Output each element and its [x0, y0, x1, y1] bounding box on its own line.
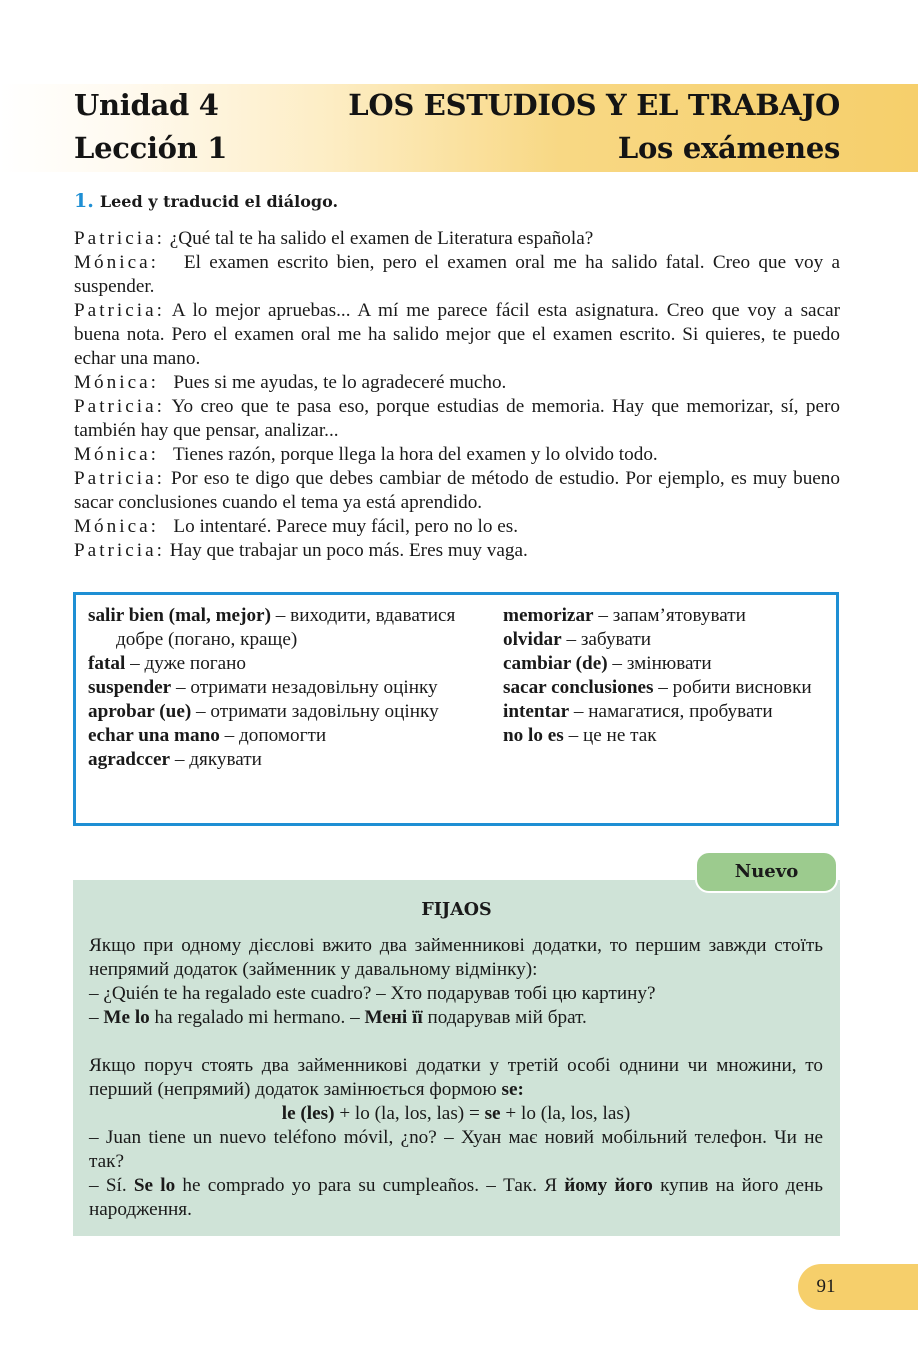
- grammar-note-body: [89, 934, 823, 1222]
- vocab-term: cambiar (de): [503, 653, 608, 674]
- vocab-term: sacar conclusiones: [503, 677, 654, 698]
- dialogue-line: [74, 251, 840, 299]
- exercise-number: 1.: [74, 190, 94, 212]
- vocab-meaning: – змінювати: [607, 653, 712, 674]
- line-text: Tienes razón, porque llega la hora del examen y lo olvido todo.: [173, 444, 658, 465]
- vocab-meaning: – отримати задовільну оцінку: [191, 701, 439, 722]
- grammar-note-box: [73, 880, 840, 1236]
- example-text: he comprado yo para su cumpleaños. – Так. Я: [175, 1175, 565, 1196]
- example-text: купив на його день народження.: [89, 1175, 823, 1220]
- dialogue-line: [74, 539, 840, 563]
- speaker: Mónica:: [74, 252, 159, 273]
- vocab-term: no lo es: [503, 725, 564, 746]
- speaker: Mónica:: [74, 516, 159, 537]
- page-number: 91: [816, 1276, 836, 1297]
- grammar-example: [89, 1006, 823, 1030]
- vocab-meaning: – отримати незадовільну оцінку: [171, 677, 438, 698]
- vocab-term: echar una mano: [88, 725, 220, 746]
- paragraph-bold: se:: [501, 1079, 524, 1100]
- line-text: Pues si me ayudas, te lo agradeceré mucho.: [173, 372, 507, 393]
- vocab-entry: [88, 652, 468, 676]
- grammar-paragraph: Якщо при одному дієслові вжито два займенникові додатки, то першим завжди стоїть непрямий додаток (займенник у давальному відмінку):: [89, 935, 823, 980]
- line-text: Yo creo que te pasa eso, porque estudias de memoria. Hay que memorizar, sí, pero también hay que pensar, analizar...: [74, 396, 840, 441]
- vocab-entry: [503, 724, 833, 748]
- dialogue-line: [74, 227, 840, 251]
- vocab-entry: [503, 604, 833, 628]
- vocab-entry: [88, 748, 468, 772]
- vocab-meaning: – допомогти: [219, 725, 327, 746]
- unit-title: LOS ESTUDIOS Y EL TRABAJO: [348, 88, 840, 122]
- lesson-label: Lección 1: [74, 131, 228, 165]
- vocabulary-column-right: [503, 604, 833, 748]
- vocab-meaning: – запам’ятовувати: [593, 605, 746, 626]
- vocab-entry: [503, 676, 833, 700]
- vocab-entry: [88, 700, 468, 724]
- line-text: ¿Qué tal te ha salido el examen de Literatura española?: [169, 228, 594, 249]
- vocab-entry: [88, 604, 468, 652]
- example-text: –: [89, 1007, 104, 1028]
- grammar-note-title: FIJAOS: [421, 900, 492, 920]
- speaker: Patricia:: [74, 396, 165, 417]
- vocab-entry: [503, 652, 833, 676]
- example-text: ha regalado mi hermano. –: [149, 1007, 365, 1028]
- line-text: Lo intentaré. Parece muy fácil, pero no lo es.: [173, 516, 519, 537]
- example-text: подарував мій брат.: [422, 1007, 587, 1028]
- dialogue-line: [74, 443, 840, 467]
- dialogue-line: [74, 395, 840, 443]
- grammar-rule: [89, 1102, 823, 1126]
- paragraph-text: Якщо поруч стоять два займенникові додатки у третій особі однини чи множини, то перший (непрямий) додаток замінюється формою: [89, 1055, 823, 1100]
- vocab-entry: [503, 628, 833, 652]
- exercise-instruction: [74, 190, 338, 212]
- rule-bold: le (les): [281, 1103, 335, 1124]
- speaker: Patricia:: [74, 228, 165, 249]
- vocab-meaning: – намагатися, пробувати: [569, 701, 773, 722]
- speaker: Patricia:: [74, 468, 165, 489]
- rule-text: + lo (la, los, las) =: [334, 1103, 485, 1124]
- rule-text: + lo (la, los, las): [500, 1103, 631, 1124]
- example-bold: Мені її: [364, 1007, 423, 1028]
- vocab-meaning: – дякувати: [170, 749, 262, 770]
- grammar-example: – Juan tiene un nuevo teléfono móvil, ¿no? – Хуан має новий мобільний телефон. Чи не так?: [89, 1127, 823, 1172]
- exercise-text: Leed y traducid el diálogo.: [99, 192, 339, 211]
- grammar-example: [89, 1174, 823, 1222]
- vocab-entry: [503, 700, 833, 724]
- vocabulary-box: [73, 592, 839, 826]
- example-bold: йому його: [564, 1175, 653, 1196]
- speaker: Patricia:: [74, 300, 165, 321]
- lesson-title: Los exámenes: [617, 131, 840, 165]
- line-text: Por eso te digo que debes cambiar de método de estudio. Por ejemplo, es muy bueno sacar conclusiones cuando el tema ya está aprendido.: [74, 468, 840, 513]
- speaker: Mónica:: [74, 372, 159, 393]
- line-text: El examen escrito bien, pero el examen oral me ha salido fatal. Creo que voy a suspender.: [74, 252, 841, 297]
- vocab-term: fatal: [88, 653, 126, 674]
- vocab-term: aprobar (ue): [88, 701, 192, 722]
- grammar-example: – ¿Quién te ha regalado este cuadro? – Хто подарував тобі цю картину?: [89, 983, 656, 1004]
- dialogue-line: [74, 467, 840, 515]
- dialogue-line: [74, 299, 840, 371]
- vocab-meaning: – виходити, вдаватися добре (погано, краще): [116, 605, 456, 650]
- dialogue-line: [74, 371, 840, 395]
- vocab-term: memorizar: [503, 605, 594, 626]
- example-bold: Me lo: [103, 1007, 150, 1028]
- unit-label: Unidad 4: [74, 88, 219, 122]
- vocab-meaning: – робити висновки: [653, 677, 812, 698]
- line-text: Hay que trabajar un poco más. Eres muy vaga.: [169, 540, 528, 561]
- spacer: [89, 1030, 823, 1054]
- nuevo-tab: Nuevo: [695, 851, 838, 893]
- vocab-term: agradccer: [88, 749, 171, 770]
- vocab-term: salir bien (mal, mejor): [88, 605, 271, 626]
- vocab-entry: [88, 724, 468, 748]
- example-bold: Se lo: [133, 1175, 176, 1196]
- line-text: A lo mejor apruebas... A mí me parece fácil esta asignatura. Creo que voy a sacar buena nota. Pero el examen oral me ha salido mejor que el examen escrito. Si quieres, te puedo echar una mano.: [74, 300, 840, 369]
- vocab-meaning: – забувати: [561, 629, 652, 650]
- grammar-paragraph: [89, 1054, 823, 1102]
- rule-bold: se: [484, 1103, 501, 1124]
- vocab-entry: [88, 676, 468, 700]
- vocabulary-column-left: [88, 604, 468, 772]
- vocab-term: olvidar: [503, 629, 562, 650]
- dialogue-line: [74, 515, 840, 539]
- dialogue: [74, 227, 840, 563]
- speaker: Mónica:: [74, 444, 159, 465]
- example-text: – Sí.: [89, 1175, 134, 1196]
- unit-heading: [74, 88, 840, 122]
- speaker: Patricia:: [74, 540, 165, 561]
- lesson-heading: [74, 131, 840, 165]
- vocab-meaning: – дуже погано: [125, 653, 247, 674]
- vocab-meaning: – це не так: [563, 725, 657, 746]
- vocab-term: suspender: [88, 677, 172, 698]
- vocab-term: intentar: [503, 701, 570, 722]
